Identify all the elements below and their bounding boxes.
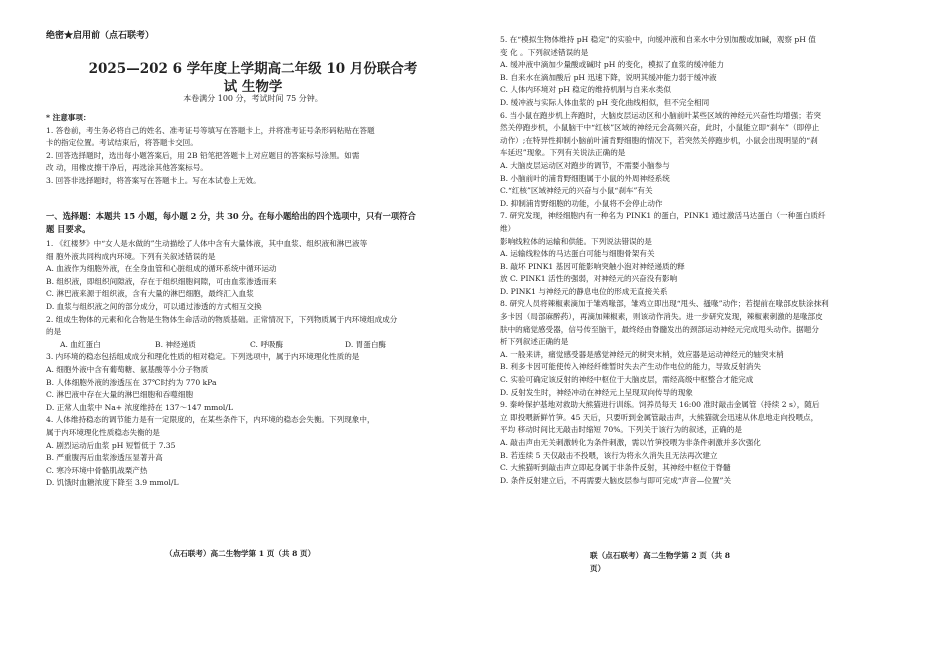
question-line: 1. 《红楼梦》中“女人是水做的”生动描绘了人体中含有大量体液，其中血浆、组织液和淋巴液等 [46,239,368,248]
question-line: A. 血液作为细胞外液，在全身血管和心脏组成的循环系统中循环运动 [46,264,277,274]
question-line: 车延迟”现象。下列有关说法正确的是 [500,148,626,158]
question-line [500,525,829,538]
question-line: B. 自来水在滴加酸后 pH 迅速下降，说明其缓冲能力弱于缓冲液 [500,72,717,82]
exam-score-time: 本卷满分 100 分，考试时间 75 分钟。 [183,94,323,103]
section-heading-line: 题 目要求。 [46,223,91,234]
question-line: B. 利多卡因可能使传入神经纤维暂时失去产生动作电位的能力，导致反射消失 [500,362,761,372]
question-line: B. 若连续 5 天仅敲击不投喂，该行为将永久消失且无法再次建立 [500,450,718,460]
question-line: A. 缓冲液中滴加少量酸或碱时 pH 的变化，模拟了血浆的缓冲能力 [500,60,725,70]
question-line: 4. 人体维持稳态的调节能力是有一定限度的，在某些条件下，内环境的稳态会失衡。下列现象中， [46,415,375,425]
question-line: D. 条件反射建立后，不再需要大脑皮层参与即可完成“声音—位置”关 [500,475,732,485]
question-line: D. 反射发生时，神经冲动在神经元上呈现双向传导的现象 [500,387,693,397]
question-line: D. 正常人血浆中 Na+ 浓度维持在 137～147 mmol/L [46,402,233,412]
q2-option: A. 血红蛋白 [60,339,101,349]
question-line: D. 缓冲液与实际人体血浆的 pH 变化曲线相似，但不完全相同 [500,97,710,107]
q2-options [46,339,440,352]
page-footer-right: 联（点石联考）高二生物学第 2 页（共 8 [590,551,730,560]
question-line: 6. 当小鼠在跑步机上奔跑时，大脑皮层运动区和小脑前叶某些区域的神经元兴奋性均增强；若突 [500,110,821,120]
question-line: A. 运输线粒体的马达蛋白可能与细胞骨架有关 [500,249,655,259]
question-line: 的是 [46,327,62,337]
question-line: A. 细胞外液中含有葡萄糖、氨基酸等小分子物质 [46,364,209,374]
question-line: D. PINK1 与神经元的静息电位的形成无直接关系 [500,286,668,296]
question-line: B. 组织液，即组织间隙液，存在于组织细胞间隙，可由血浆渗透而来 [46,276,277,286]
left-questions [46,238,440,490]
question-line: 然关停跑步机，小鼠脑干中“红核”区域的神经元会高频兴奋，此时，小鼠能立即“刹车”（即停止 [500,123,820,133]
q2-option: D. 胃蛋白酶 [345,339,387,349]
question-line [500,513,829,526]
exam-subject: 试 生物学 [223,79,283,95]
question-line: C. 人体内环境对 pH 稳定的维持机制与自来水类似 [500,85,671,95]
question-line: A. 一般来讲，痛觉感受器是感觉神经元的树突末梢，效应器是运动神经元的轴突末梢 [500,349,784,359]
question-line: B. 人体细胞外液的渗透压在 37℃时约为 770 kPa [46,377,217,387]
question-line: 肤中的痛觉感受器，信号传至脑干，最终经由脊髓发出的颈部运动神经元完成甩头动作。据题分 [500,324,819,334]
notice-heading: * 注意事项： [46,113,91,122]
notice-line: 1. 答卷前，考生务必将自己的姓名、准考证号等填写在答题卡上，并将准考证号条形码粘贴在答题 [46,125,375,135]
question-line: 放 C. PINK1 活性的强弱，对神经元的兴奋没有影响 [500,274,678,284]
question-line: 多卡因（局部麻醉药），再滴加辣椒素，则该动作消失。进一步研究发现，辣椒素刺激的是喙部皮 [500,312,823,322]
question-line [500,487,829,500]
q2-option: B. 神经递质 [155,339,196,349]
question-line: 影响线粒体的运输和供能。下列说法错误的是 [500,236,652,246]
question-line: A. 剧烈运动后血浆 pH 短暂低于 7.35 [46,440,176,450]
page-footer-right-cont: 页） [590,564,606,573]
question-line: 3. 内环境的稳态包括组成成分和理化性质的相对稳定。下列选项中，属于内环境理化性质的是 [46,352,360,362]
section-heading-line: 一、选择题：本题共 15 小题，每小题 2 分，共 30 分。在每小题给出的四个选项中，只有一项符合 [46,211,416,221]
question-line: B. 严重腹泻后血浆渗透压显著升高 [46,453,163,463]
question-line: 9. 秦岭保护基地对救助大熊猫进行训练。饲养员每天 16:00 准时敲击金属管（持续 2 s），随后 [500,400,820,410]
question-line: 8. 研究人员将辣椒素滴加于雏鸡喙部，雏鸡立即出现“甩头、搔喙”动作；若提前在喙部皮肤涂抹利 [500,299,829,309]
q2-option: C. 呼吸酶 [250,339,284,349]
question-line: 5. 在“模拟生物体维持 pH 稳定”的实验中，向缓冲液和自来水中分别加酸或加碱，观察 pH 值 [500,35,816,44]
question-line: 立 即投喂新鲜竹笋。45 天后，只要听到金属管敲击声，大熊猫就会迅速从休息地走向投喂点， [500,412,819,422]
notice-line: 改 动，用橡皮擦干净后，再选涂其他答案标号。 [46,163,208,173]
question-line: B. 小脑前叶的浦肯野细胞属于小鼠的外周神经系统 [500,173,670,183]
question-line: C.“红核”区域神经元的兴奋与小鼠“刹车”有关 [500,186,653,196]
question-line [500,500,829,513]
question-line: 动作）;在特异性抑制小脑前叶浦肯野细胞的情况下，若突然关停跑步机，小鼠会出现明显的“刹 [500,135,818,145]
right-questions [500,34,829,538]
question-line: C. 大熊猫听到敲击声立即起身属于非条件反射，其神经中枢位于脊髓 [500,463,731,473]
notice-block [46,112,375,188]
confidential-label: 绝密★启用前（点石联考） [46,31,155,41]
question-line: C. 淋巴液中存在大量的淋巴细胞和吞噬细胞 [46,390,194,400]
question-line: D. 饥饿时血糖浓度下降至 3.9 mmol/L [46,478,179,488]
question-line: 维） [500,223,516,233]
question-line: 平均 移动时间比无敲击时缩短 70%。下列关于该行为的叙述，正确的是 [500,425,742,435]
question-line: C. 寒冷环境中骨骼肌战栗产热 [46,465,148,475]
page-footer-left: （点石联考）高二生物学第 1 页（共 8 页） [165,549,316,558]
question-line: D. 血浆与组织液之间的部分成分，可以通过渗透的方式相互交换 [46,301,262,311]
question-line: C. 淋巴液来源于组织液，含有大量的淋巴细胞，最终汇入血浆 [46,289,254,299]
question-line: 析下列叙述正确的是 [500,337,569,347]
question-line: 7. 研究发现，神经细胞内有一种名为 PINK1 的蛋白，PINK1 通过激活马达蛋白（一种蛋白质纤 [500,211,826,221]
notice-line: 3. 回答非选择题时，将答案写在答题卡上。写在本试卷上无效。 [46,175,261,185]
exam-title: 2025—202 6 学年度上学期高二年级 10 月份联合考 [88,61,418,77]
question-line: C. 实验可确定该反射的神经中枢位于大脑皮层，需经高级中枢整合才能完成 [500,375,754,385]
question-line: A. 大脑皮层运动区对跑步的调节，不需要小脑参与 [500,160,670,170]
question-line: 属于内环境理化性质稳态失衡的是 [46,427,160,437]
question-line: D. 抑制浦肯野细胞的功能，小鼠将不会停止动作 [500,198,663,208]
question-line: 变 化 。下列叙述错误的是 [500,47,589,57]
section-heading [46,210,416,235]
question-line: 细 胞外液共同构成内环境。下列有关叙述错误的是 [46,251,216,261]
notice-line: 2. 回答选择题时，选出每小题答案后，用 2B 铅笔把答题卡上对应题目的答案标号涂黑。如需 [46,150,360,160]
question-line: 2. 组成生物体的元素和化合物是生物体生命活动的物质基础。正常情况下，下列物质属于内环境组成成分 [46,314,398,324]
notice-line: 卡的指定位置。考试结束后，将答题卡交回。 [46,138,198,148]
question-line: B. 敲坏 PINK1 基因可能影响突触小泡对神经递质的释 [500,261,685,271]
question-line: A. 敲击声由无关刺激转化为条件刺激，需以竹笋投喂为非条件刺激并多次强化 [500,438,761,447]
